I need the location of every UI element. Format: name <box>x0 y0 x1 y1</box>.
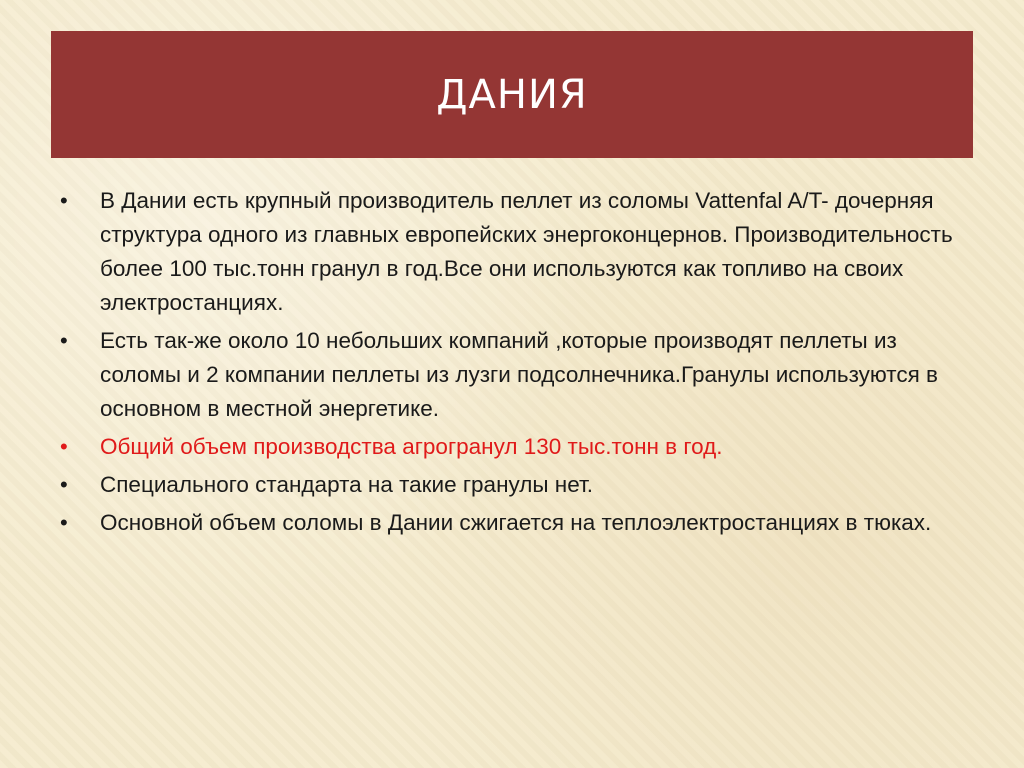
bullet-marker: • <box>60 510 68 535</box>
bullet-text: Основной объем соломы в Дании сжигается на теплоэлектростанциях в тюках. <box>100 510 932 535</box>
bullet-item-5 <box>60 506 960 540</box>
bullet-marker: • <box>60 472 68 497</box>
bullet-list <box>60 184 960 544</box>
slide-title: ДАНИЯ <box>436 71 588 118</box>
bullet-marker: • <box>60 328 68 353</box>
bullet-text: Общий объем производства агрогранул 130 тыс.тонн в год. <box>100 434 723 459</box>
bullet-text: В Дании есть крупный производитель пеллет из соломы Vattenfal A/T- дочерняя структура одного из главных европейских энергоконцернов. Производительность более 100 тыс.тонн гранул в год.Все они используются как топливо на своих электростанциях. <box>100 188 953 315</box>
bullet-text: Есть так-же около 10 небольших компаний ,которые производят пеллеты из соломы и 2 компании пеллеты из лузги подсолнечника.Гранулы используются в основном в местной энергетике. <box>100 328 938 421</box>
bullet-item-2 <box>60 324 960 426</box>
bullet-item-3 <box>60 430 960 464</box>
bullet-item-4 <box>60 468 960 502</box>
bullet-marker: • <box>60 434 68 459</box>
title-bar <box>51 31 973 158</box>
bullet-text: Специального стандарта на такие гранулы нет. <box>100 472 594 497</box>
bullet-marker: • <box>60 188 68 213</box>
bullet-item-1 <box>60 184 960 320</box>
